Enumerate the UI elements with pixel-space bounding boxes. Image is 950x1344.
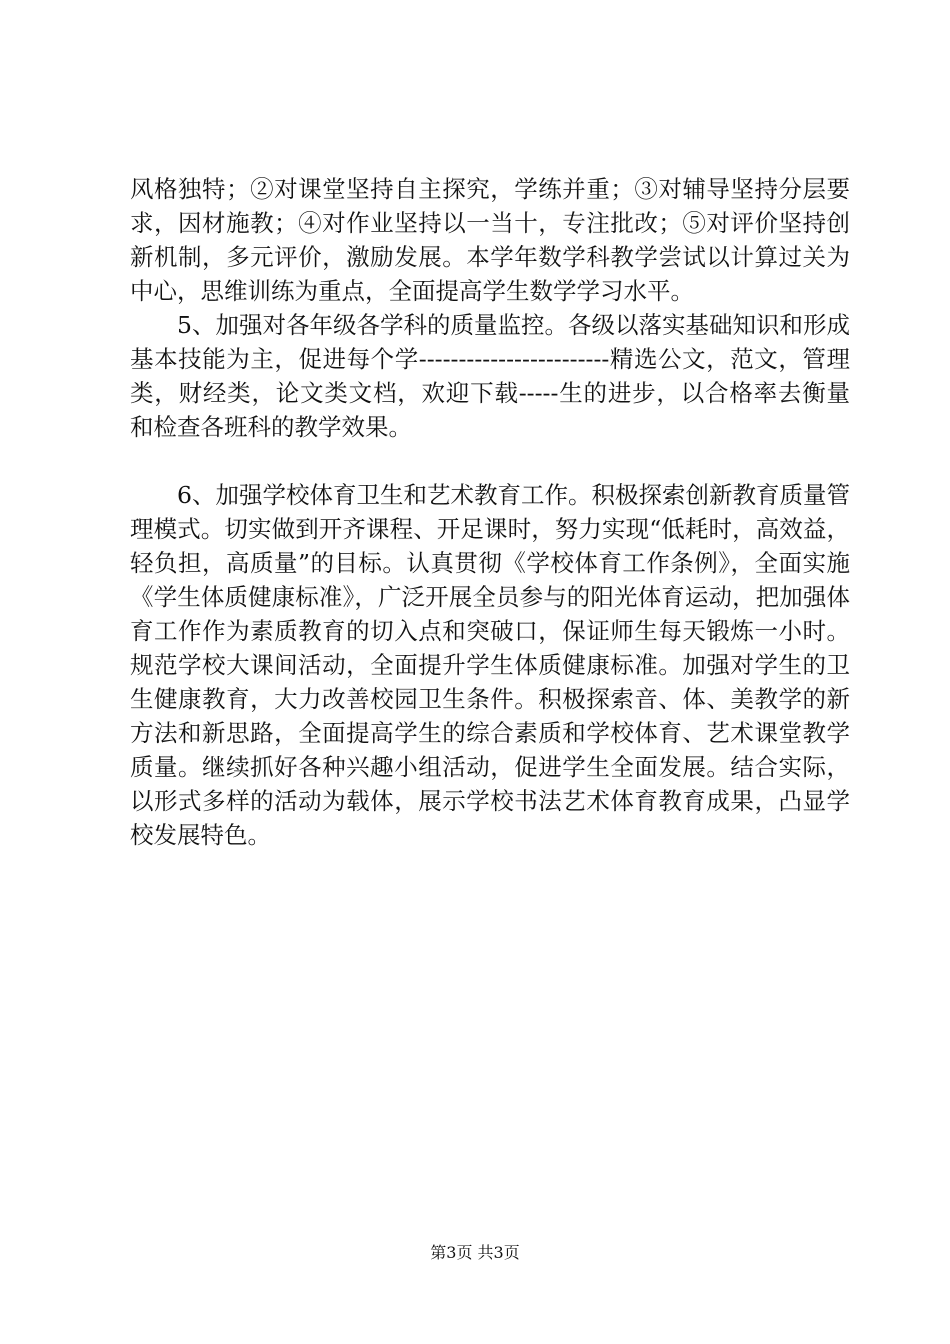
paragraph-continuation: 风格独特；②对课堂坚持自主探究，学练并重；③对辅导坚持分层要求，因材施教；④对作业坚持以一当十，专注批改；⑤对评价坚持创新机制，多元评价，激励发展。本学年数学科教学尝试以计算过关为中心，思维训练为重点，全面提高学生数学学习水平。 — [130, 175, 850, 305]
page-footer: 第3页 共3页 — [430, 1243, 520, 1262]
document-body — [130, 172, 850, 852]
paragraph-item-6: 6、加强学校体育卫生和艺术教育工作。积极探索创新教育质量管理模式。切实做到开齐课程、开足课时，努力实现“低耗时，高效益，轻负担，高质量”的目标。认真贯彻《学校体育工作条例》，全面实施《学生体质健康标准》，广泛开展全员参与的阳光体育运动，把加强体育工作作为素质教育的切入点和突破口，保证师生每天锻炼一小时。规范学校大课间活动，全面提升学生体质健康标准。加强对学生的卫生健康教育，大力改善校园卫生条件。积极探索音、体、美教学的新方法和新思路，全面提高学生的综合素质和学校体育、艺术课堂教学质量。继续抓好各种兴趣小组活动，促进学生全面发展。结合实际，以形式多样的活动为载体，展示学校书法艺术体育教育成果，凸显学校发展特色。 — [130, 481, 850, 849]
paragraph-spacer — [130, 444, 850, 478]
paragraph-item-5: 5、加强对各年级各学科的质量监控。各级以落实基础知识和形成基本技能为主，促进每个学------------------------精选公文，范文，管理类，财经类，论文类文档，欢迎下载-----生的进步，以合格率去衡量和检查各班科的教学效果。 — [130, 311, 850, 441]
